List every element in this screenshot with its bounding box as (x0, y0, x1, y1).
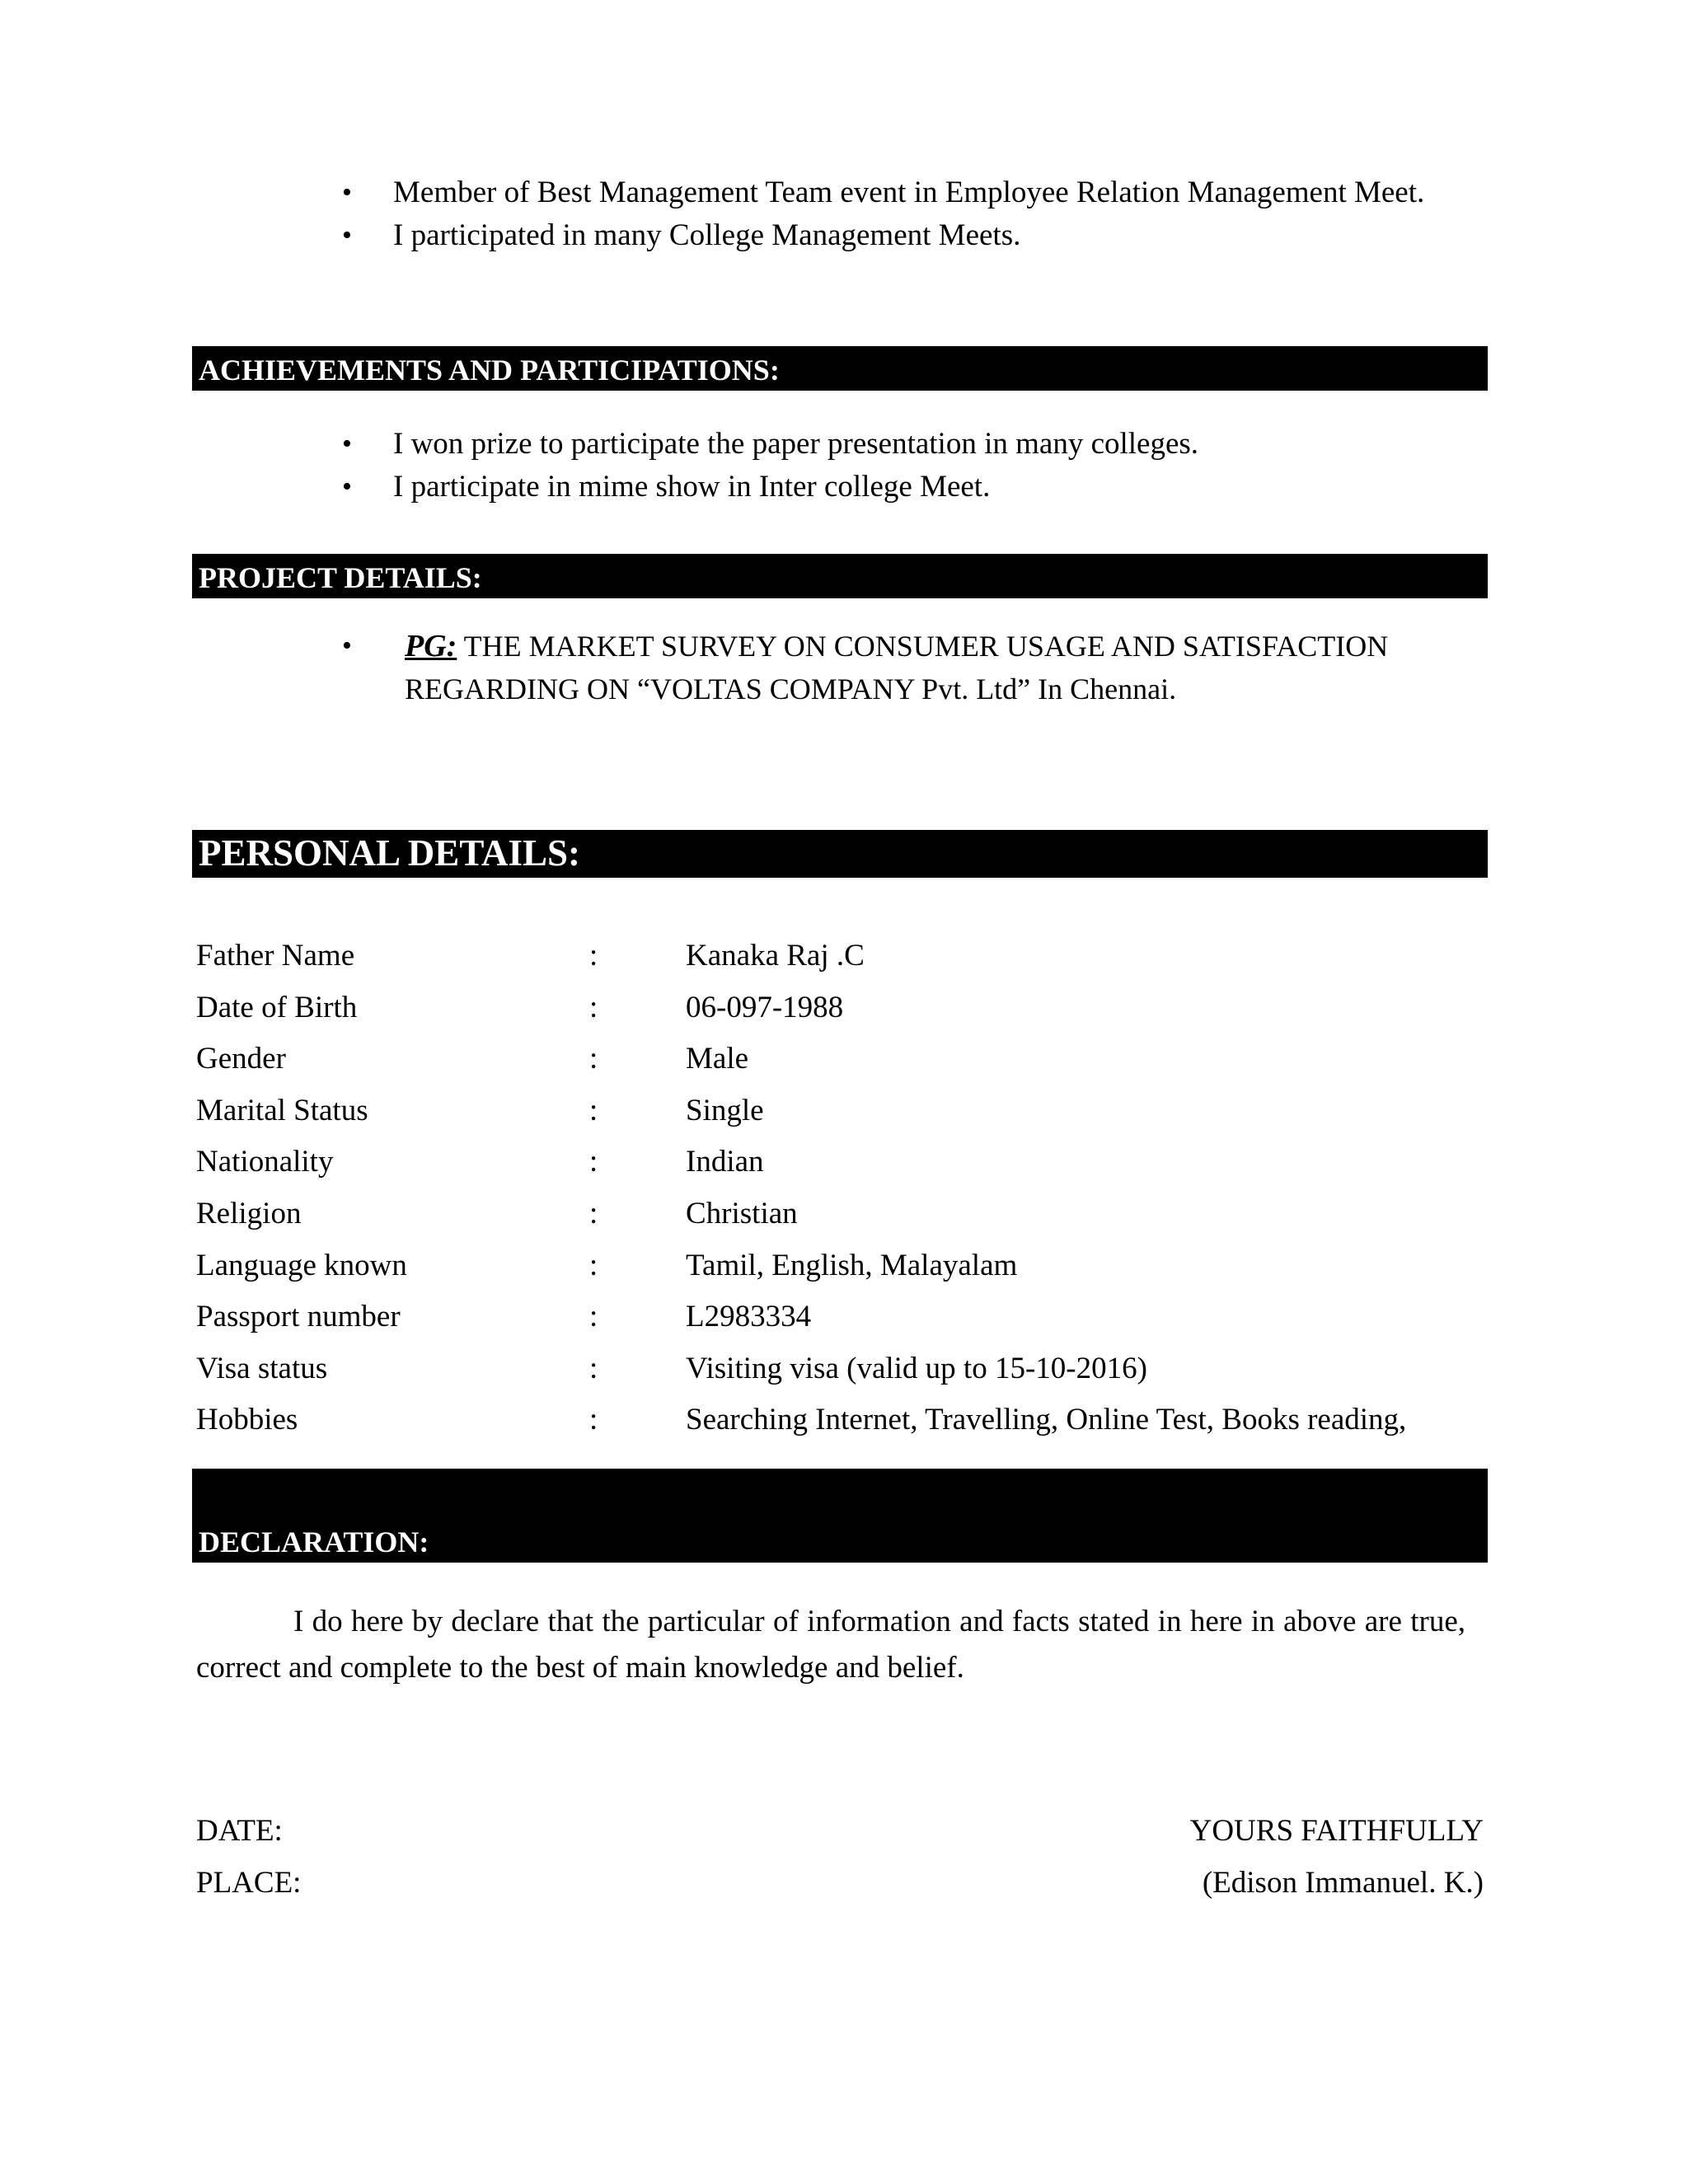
date-label: DATE: (196, 1814, 283, 1848)
detail-label: Language known (196, 1248, 407, 1282)
detail-separator: : (589, 1248, 598, 1282)
intro-bullet-list (342, 171, 1430, 257)
detail-label: Marital Status (196, 1093, 368, 1127)
project-list (342, 625, 1447, 710)
detail-label: Passport number (196, 1300, 401, 1334)
detail-separator: : (589, 1145, 598, 1179)
signatory-name: (Edison Immanuel. K.) (1202, 1866, 1484, 1900)
detail-separator: : (589, 939, 598, 972)
personal-heading-bar (192, 830, 1488, 878)
detail-separator: : (589, 1196, 598, 1230)
achievements-heading: ACHIEVEMENTS AND PARTICIPATIONS: (199, 354, 780, 387)
closing-text: YOURS FAITHFULLY (1189, 1814, 1484, 1848)
detail-value: 06-097-1988 (686, 990, 844, 1024)
achievements-heading-bar (192, 346, 1488, 391)
detail-label: Nationality (196, 1145, 334, 1179)
list-item: • Member of Best Management Team event in Employee Relation Management Meet. (342, 171, 1430, 214)
detail-separator: : (589, 1403, 598, 1437)
detail-separator: : (589, 1093, 598, 1127)
detail-separator: : (589, 990, 598, 1024)
detail-separator: : (589, 1351, 598, 1385)
detail-value: Single (686, 1093, 764, 1127)
detail-label: Visa status (196, 1351, 328, 1385)
detail-value: Kanaka Raj .C (686, 939, 865, 972)
list-item (342, 625, 1447, 710)
pg-label: PG: (405, 629, 457, 663)
detail-value: Visiting visa (valid up to 15-10-2016) (686, 1351, 1147, 1385)
list-item: • I participate in mime show in Inter college Meet. (342, 466, 1430, 509)
detail-label: Father Name (196, 939, 355, 972)
detail-label: Date of Birth (196, 990, 358, 1024)
detail-label: Hobbies (196, 1403, 298, 1437)
detail-value: L2983334 (686, 1300, 812, 1334)
detail-label: Gender (196, 1042, 286, 1076)
detail-value: Searching Internet, Travelling, Online Test, Books reading, (686, 1403, 1407, 1437)
place-label: PLACE: (196, 1866, 302, 1900)
detail-value: Tamil, English, Malayalam (686, 1248, 1018, 1282)
list-item: • I won prize to participate the paper presentation in many colleges. (342, 423, 1430, 466)
detail-value: Christian (686, 1196, 798, 1230)
pg-description: THE MARKET SURVEY ON CONSUMER USAGE AND SATISFACTION REGARDING ON “VOLTAS COMPANY Pvt. Ltd” In Chennai. (405, 630, 1389, 705)
declaration-heading-bar (192, 1469, 1488, 1563)
declaration-heading: DECLARATION: (199, 1526, 429, 1558)
detail-label: Religion (196, 1196, 302, 1230)
project-heading-bar (192, 554, 1488, 598)
detail-separator: : (589, 1042, 598, 1076)
detail-separator: : (589, 1300, 598, 1334)
detail-value: Male (686, 1042, 749, 1076)
declaration-text: I do here by declare that the particular of information and facts stated in here in above are true, correct and complete to the best of main knowledge and belief. (196, 1605, 1465, 1685)
personal-heading: PERSONAL DETAILS: (199, 832, 581, 874)
list-item: • I participated in many College Management Meets. (342, 214, 1430, 257)
detail-value: Indian (686, 1145, 764, 1179)
project-heading: PROJECT DETAILS: (199, 561, 482, 594)
achievements-list (342, 423, 1430, 509)
